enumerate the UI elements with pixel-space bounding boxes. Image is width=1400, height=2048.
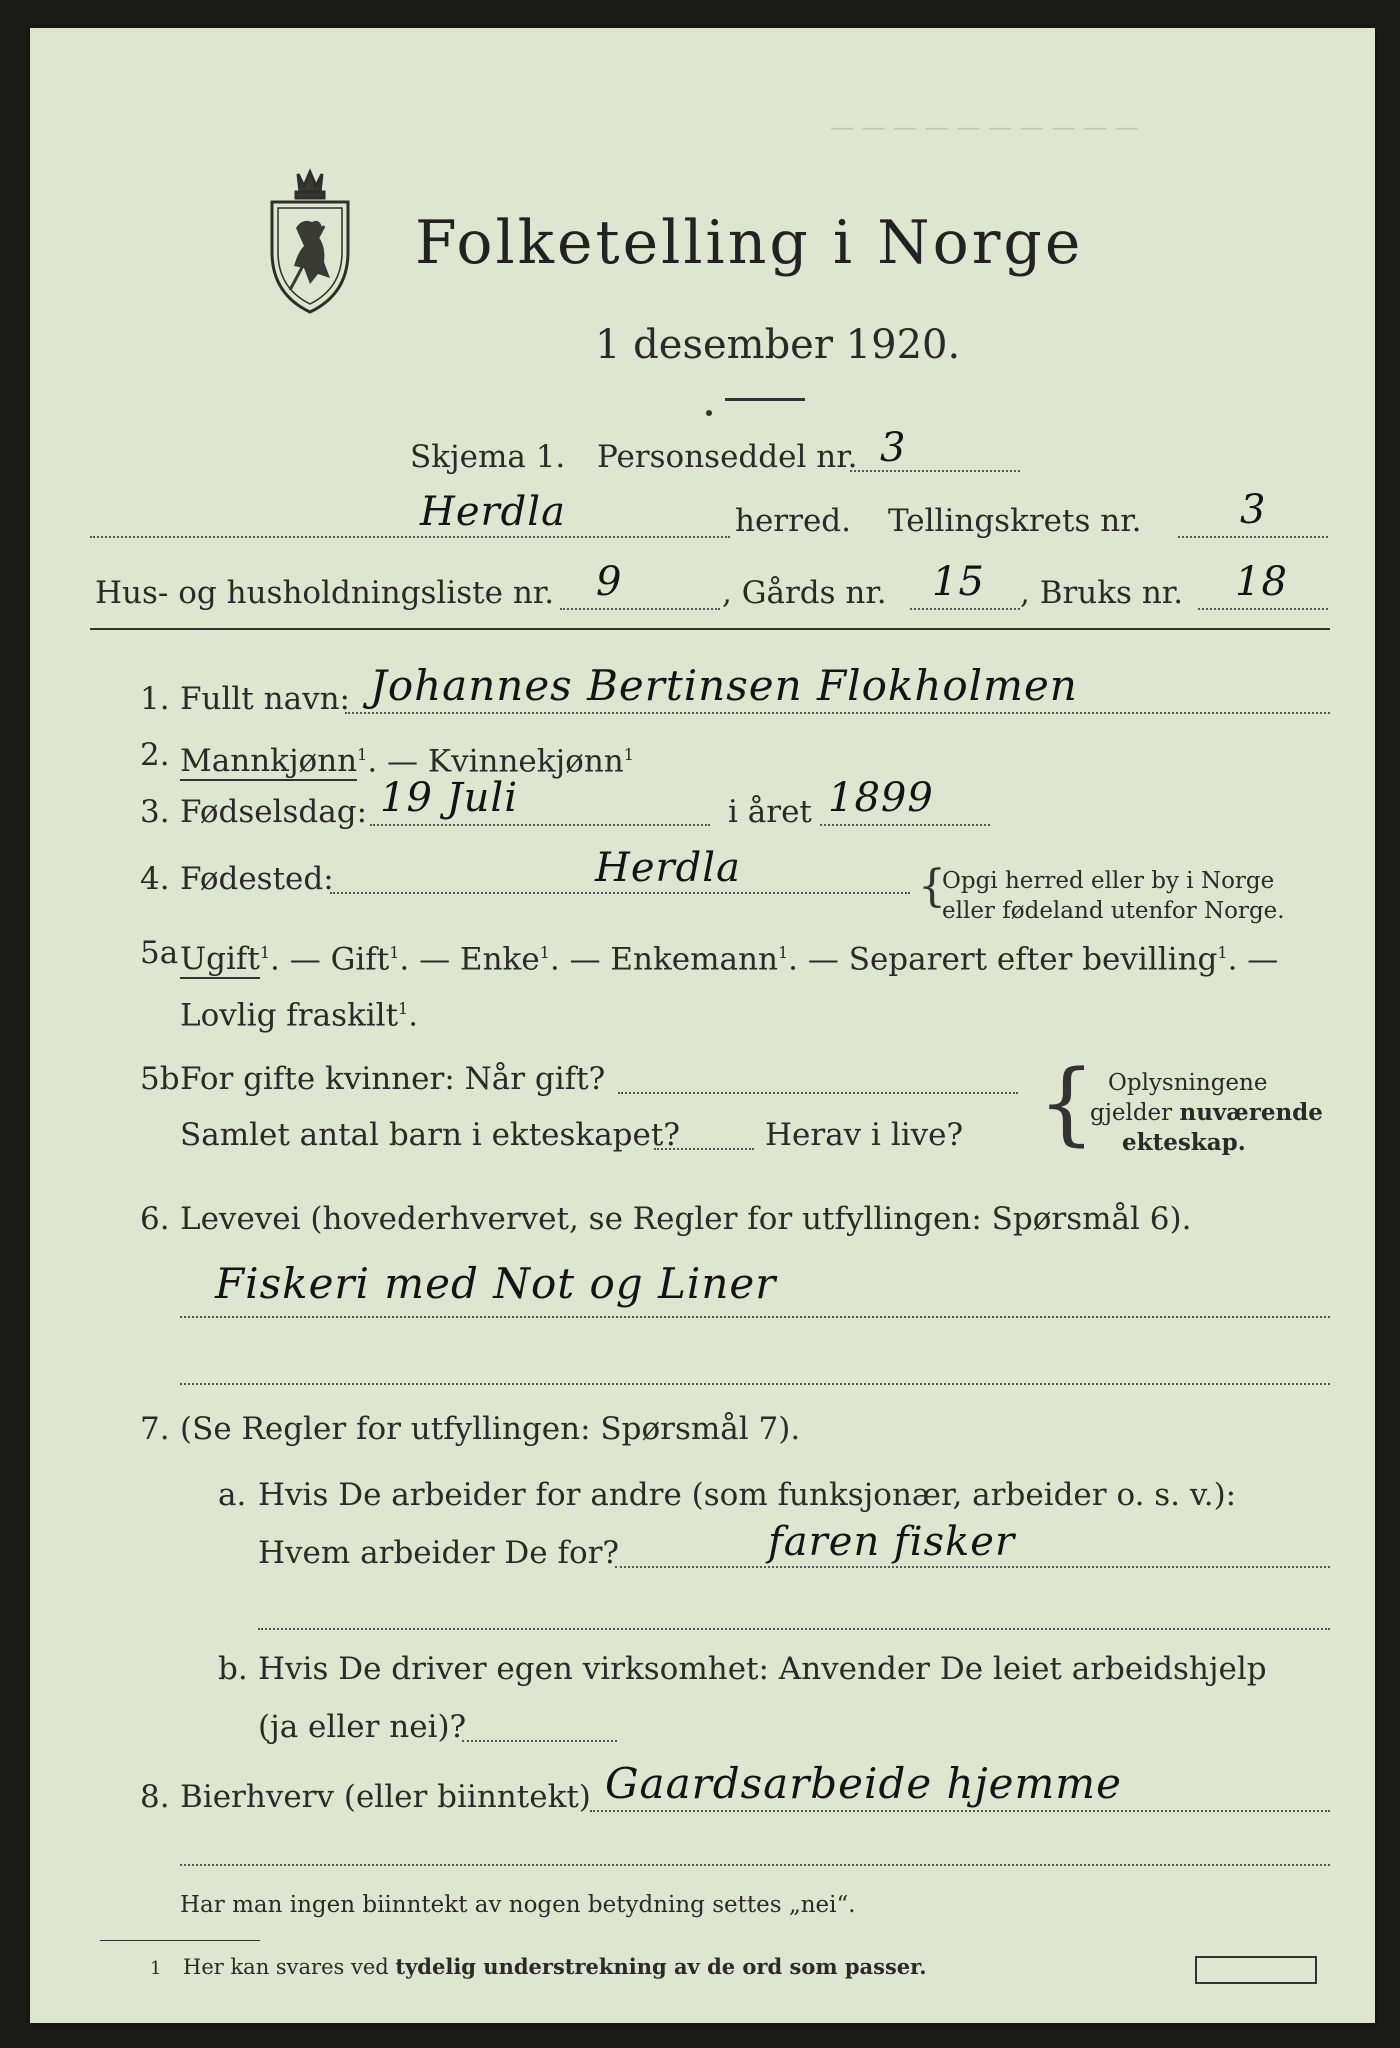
q2-sup-a: 1 [357, 745, 368, 764]
q5a-sup-b: 1 [389, 943, 400, 962]
q4-note-line1: Opgi herred eller by i Norge [942, 868, 1275, 894]
bruks-label: , Bruks nr. [1020, 575, 1184, 611]
q4-note-line2: eller fødeland utenfor Norge. [942, 898, 1285, 924]
q5b-children-label: Samlet antal barn i ekteskapet? [180, 1117, 680, 1153]
hus-value: 9 [596, 559, 623, 605]
q1-dots [345, 712, 1330, 714]
q6-value: Fiskeri med Not og Liner [215, 1259, 777, 1308]
title-divider [725, 398, 805, 401]
gards-label: , Gårds nr. [722, 575, 887, 611]
hus-label: Hus- og husholdningsliste nr. [95, 575, 555, 611]
gards-dots [910, 608, 1020, 610]
herred-value: Herdla [420, 489, 566, 535]
hus-dots [560, 608, 720, 610]
q4-value: Herdla [595, 845, 741, 891]
q6-label: Levevei (hovederhvervet, se Regler for utfyllingen: Spørsmål 6). [180, 1201, 1192, 1237]
q2-male-option: Mannkjønn [180, 743, 358, 780]
census-form-page [30, 28, 1375, 2023]
bruks-dots [1198, 608, 1328, 610]
tellingskrets-value: 3 [1240, 487, 1267, 533]
q5a-sup-f: 1 [398, 999, 409, 1018]
q5a-sup-a: 1 [259, 943, 271, 962]
q3-dots [370, 824, 710, 826]
q5a-sup-e: 1 [1217, 943, 1228, 962]
herred-label: herred. [735, 503, 851, 539]
q1-value: Johannes Bertinsen Flokholmen [370, 661, 1078, 710]
q5a-widow-option: . — Enke [399, 941, 540, 978]
tellingskrets-dots [1178, 536, 1328, 538]
q8-dots [590, 1810, 1330, 1812]
q7a-dots [615, 1566, 1330, 1568]
q7-number: 7. [140, 1411, 170, 1447]
personseddel-label: Personseddel nr. [597, 439, 858, 475]
bleed-through-text: — — — — — — — — — — [830, 113, 1139, 141]
q4-dots [330, 892, 910, 894]
q5b-brace: { [1038, 1051, 1096, 1156]
q7b-dots [462, 1740, 617, 1742]
q5b-label: For gifte kvinner: Når gift? [180, 1061, 606, 1097]
q7-label: (Se Regler for utfyllingen: Spørsmål 7). [180, 1411, 801, 1447]
q5a-line2: Lovlig fraskilt$^1$. [180, 997, 419, 1034]
herred-dots [90, 536, 730, 538]
q2-sup-b: 1 [623, 745, 634, 764]
q4-brace: { [918, 861, 946, 912]
census-date: 1 desember 1920. [595, 322, 961, 368]
q5b-note-current: nuværende [1179, 1099, 1323, 1126]
q5a-sup-c: 1 [539, 943, 550, 962]
q5b-note-line1: Oplysningene [1108, 1070, 1268, 1096]
personseddel-value: 3 [880, 425, 907, 471]
q3-number: 3. [140, 794, 170, 830]
q5a-separated-option: . — Separert efter bevilling [788, 941, 1218, 978]
header-divider [90, 628, 1330, 630]
q7a-dots-2 [258, 1628, 1330, 1630]
q1-number: 1. [140, 681, 170, 717]
q5a-divorced-option: Lovlig fraskilt [180, 997, 399, 1034]
q3-label: Fødselsdag: [180, 794, 368, 830]
q6-dots-2 [180, 1383, 1330, 1385]
q5b-number: 5b [140, 1061, 180, 1097]
q5a-options [180, 934, 1278, 978]
q3-year-dots [820, 824, 990, 826]
form-title: Folketelling i Norge [415, 208, 1084, 278]
q5a-married-option: . — Gift [270, 941, 390, 978]
q5b-dots [618, 1092, 1018, 1094]
q7b-letter: b. [218, 1651, 248, 1687]
q7a-label: Hvis De arbeider for andre (som funksjonær, arbeider o. s. v.): [258, 1477, 1237, 1513]
q2-text [180, 736, 634, 780]
dot-mark [706, 410, 712, 416]
footnote-text-a: Her kan svares ved [183, 1955, 389, 1979]
nei-note: Har man ingen biinntekt av nogen betydning settes „nei“. [180, 1892, 856, 1918]
q8-dots-2 [180, 1864, 1330, 1866]
q1-label: Fullt navn: [180, 681, 350, 717]
q5b-note-line3: ekteskap. [1122, 1129, 1246, 1156]
q7a-employer-label: Hvem arbeider De for? [258, 1535, 620, 1571]
footnote-number: 1 [150, 1958, 162, 1979]
q7a-value: faren fisker [768, 1519, 1016, 1565]
q6-dots-1 [180, 1316, 1330, 1318]
footnote-text-b: tydelig understrekning av de ord som passer. [395, 1954, 927, 1979]
q5b-note-line2 [1090, 1098, 1323, 1128]
q8-value: Gaardsarbeide hjemme [605, 1759, 1122, 1808]
personseddel-dots [850, 470, 1020, 472]
q5b-alive-label: Herav i live? [765, 1117, 964, 1153]
bruks-value: 18 [1235, 559, 1288, 605]
q5b-children-dots [654, 1148, 754, 1150]
q5a-unmarried-option: Ugift [180, 941, 260, 978]
q5a-widower-option: . — Enkemann [549, 941, 778, 978]
q5b-note-gjelder: gjelder [1090, 1100, 1173, 1126]
q3-year-value: 1899 [828, 775, 934, 821]
q8-label: Bierhverv (eller biinntekt) [180, 1779, 591, 1815]
printer-stamp-icon [1195, 1956, 1317, 1984]
q2-female-option: . — Kvinnekjønn [367, 743, 624, 780]
q7b-yesno-label: (ja eller nei)? [258, 1709, 467, 1745]
q8-number: 8. [140, 1779, 170, 1815]
q4-number: 4. [140, 861, 170, 897]
q3-value: 19 Juli [380, 775, 518, 821]
q3-year-label: i året [728, 794, 812, 830]
tellingskrets-label: Tellingskrets nr. [888, 503, 1142, 539]
q5a-sup-d: 1 [777, 943, 789, 962]
norwegian-coat-of-arms-icon [260, 166, 360, 316]
q6-number: 6. [140, 1201, 170, 1237]
q5a-dash: . — [1227, 941, 1279, 978]
gards-value: 15 [932, 559, 985, 605]
footnote-text [183, 1954, 927, 1979]
q2-number: 2. [140, 737, 170, 773]
q5a-number: 5a [140, 935, 179, 971]
q7b-label: Hvis De driver egen virksomhet: Anvender De leiet arbeidshjelp [258, 1651, 1267, 1687]
q7a-letter: a. [218, 1477, 247, 1513]
footnote-rule [100, 1940, 260, 1941]
schema-label: Skjema 1. [410, 439, 566, 475]
q4-label: Fødested: [180, 861, 334, 897]
